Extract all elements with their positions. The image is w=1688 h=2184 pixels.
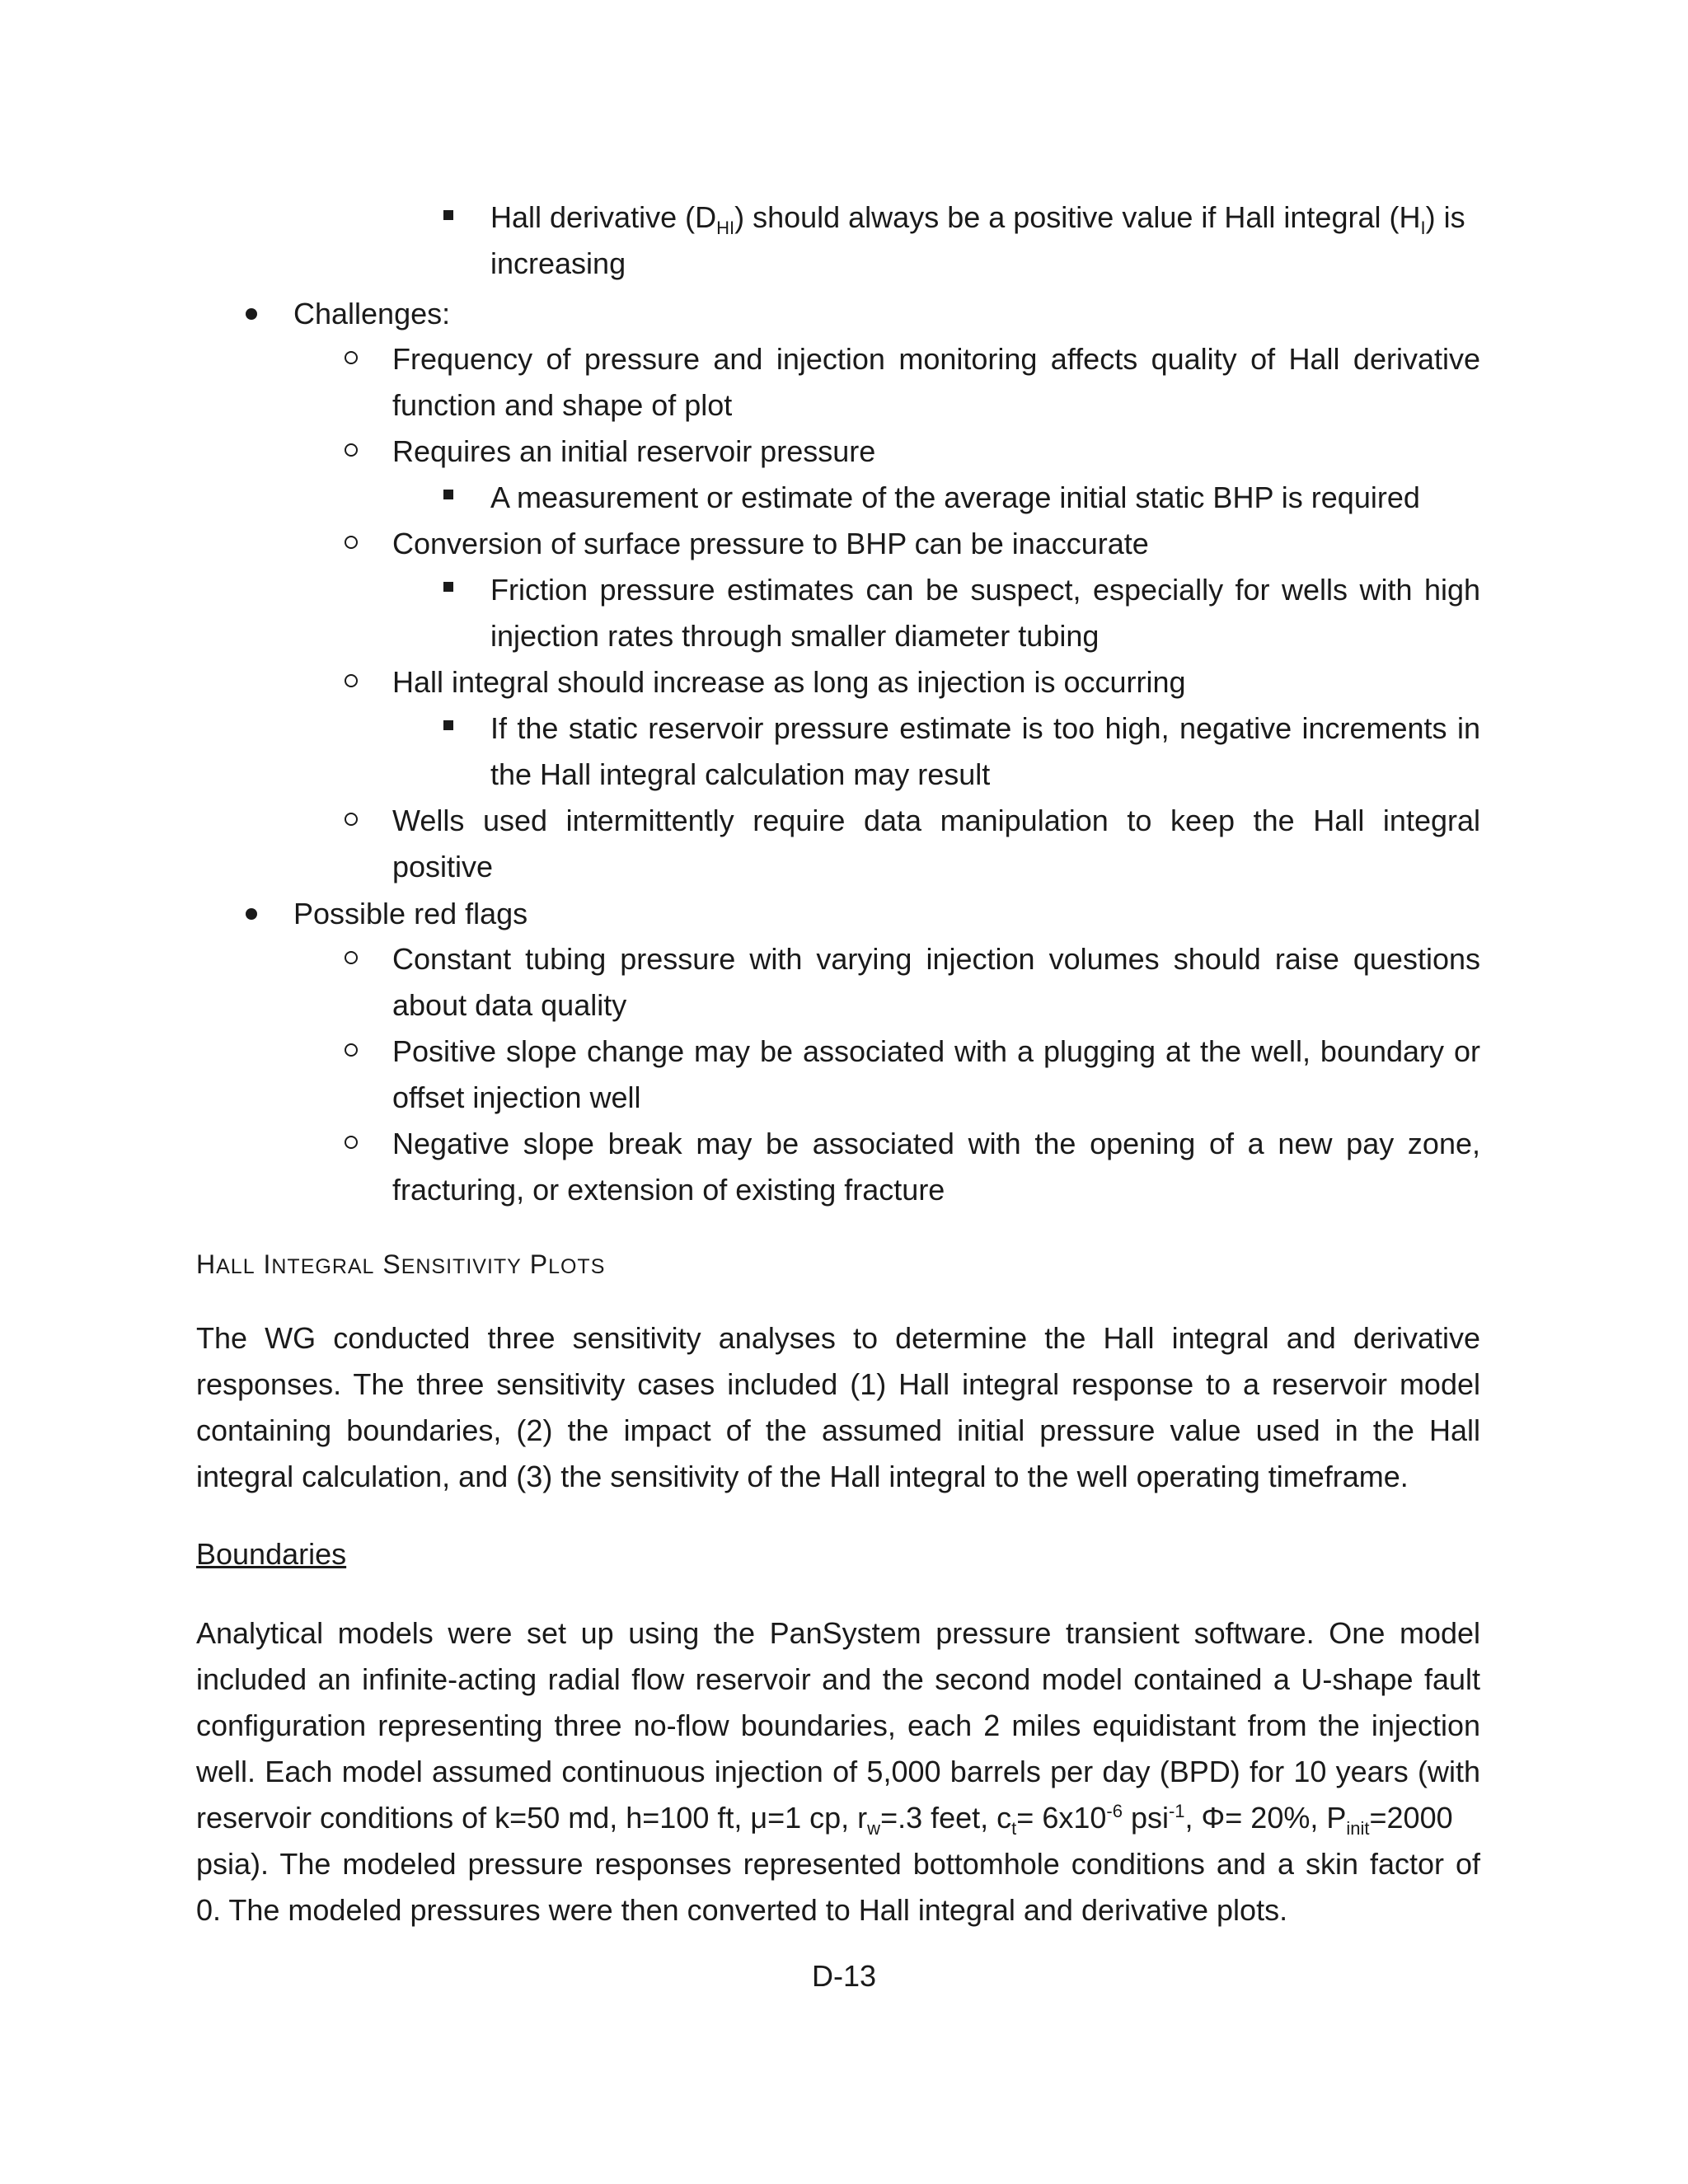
challenge-item-1-cont: function and shape of plot: [392, 388, 733, 422]
boundaries-paragraph-line: configuration representing three no-flow boundaries, each 2 miles equidistant from the injection: [196, 1708, 1480, 1742]
intro-paragraph-line: The WG conducted three sensitivity analyses to determine the Hall integral and derivative: [196, 1321, 1480, 1355]
challenge-item-5-cont: positive: [392, 850, 494, 883]
circle-bullet-icon: [345, 674, 358, 687]
circle-bullet-icon: [345, 1043, 358, 1057]
square-bullet-icon: [443, 210, 453, 220]
boundaries-paragraph-line: included an infinite-acting radial flow reservoir and the second model contained a U-shape fault: [196, 1662, 1480, 1696]
red-flag-item-2-cont: offset injection well: [392, 1080, 641, 1114]
boundaries-paragraph-line: Analytical models were set up using the PanSystem pressure transient software. One model: [196, 1616, 1480, 1650]
challenge-item-5: Wells used intermittently require data manipulation to keep the Hall integral: [392, 804, 1480, 837]
challenge-item-4: Hall integral should increase as long as injection is occurring: [392, 665, 1186, 699]
circle-bullet-icon: [345, 443, 358, 457]
bullet-dot-icon: [246, 908, 257, 920]
red-flag-item-1-cont: about data quality: [392, 988, 627, 1022]
circle-bullet-icon: [345, 1136, 358, 1149]
challenge-item-2: Requires an initial reservoir pressure: [392, 434, 876, 468]
circle-bullet-icon: [345, 351, 358, 364]
intro-paragraph-line: responses. The three sensitivity cases included (1) Hall integral response to a reservoir model: [196, 1367, 1480, 1401]
square-bullet-icon: [443, 720, 453, 730]
bullet-red-flags: Possible red flags: [293, 897, 528, 930]
challenge-item-1: Frequency of pressure and injection monitoring affects quality of Hall derivative: [392, 342, 1480, 376]
intro-paragraph-line: containing boundaries, (2) the impact of the assumed initial pressure value used in the Hall: [196, 1413, 1480, 1447]
red-flag-item-3-cont: fracturing, or extension of existing fracture: [392, 1173, 945, 1207]
intro-paragraph-line: integral calculation, and (3) the sensitivity of the Hall integral to the well operating timeframe.: [196, 1460, 1409, 1493]
boundaries-paragraph-line: reservoir conditions of k=50 md, h=100 ft, μ=1 cp, $r_w=.3$ feet, $c_t= 6x10^{-6}$ psi$^{-1}$, Φ= 20%, $P_{init}=2000$: [196, 1801, 1453, 1840]
red-flag-item-1: Constant tubing pressure with varying injection volumes should raise questions: [392, 942, 1480, 976]
red-flag-item-3: Negative slope break may be associated with the opening of a new pay zone,: [392, 1127, 1480, 1160]
challenge-item-3-sub: Friction pressure estimates can be suspect, especially for wells with high: [490, 573, 1480, 607]
red-flag-item-2: Positive slope change may be associated with a plugging at the well, boundary or: [392, 1034, 1480, 1068]
challenge-item-3-sub-cont: injection rates through smaller diameter tubing: [490, 619, 1100, 653]
section-heading: HALL INTEGRAL SENSITIVITY PLOTS: [196, 1249, 606, 1279]
challenge-item-4-sub: If the static reservoir pressure estimate is too high, negative increments in: [490, 711, 1480, 745]
circle-bullet-icon: [345, 951, 358, 964]
page-number: D-13: [811, 1959, 877, 1993]
bullet-challenges: Challenges:: [293, 297, 451, 330]
bullet-dot-icon: [246, 308, 257, 320]
subheading-boundaries: Boundaries: [196, 1537, 347, 1571]
square-bullet-icon: [443, 582, 453, 592]
challenge-item-2-sub: A measurement or estimate of the average initial static BHP is required: [490, 480, 1420, 514]
boundaries-paragraph-line: psia). The modeled pressure responses represented bottomhole conditions and a skin factor of: [196, 1847, 1480, 1881]
sub-bullet-line: increasing: [490, 246, 626, 280]
boundaries-paragraph-line: well. Each model assumed continuous injection of 5,000 barrels per day (BPD) for 10 years (with: [196, 1755, 1480, 1788]
circle-bullet-icon: [345, 536, 358, 549]
sub-bullet-hall-derivative: Hall derivative $(D_{HI})$ should always be a positive value if Hall integral $(H_I)$ is: [490, 200, 1465, 239]
square-bullet-icon: [443, 490, 453, 499]
circle-bullet-icon: [345, 813, 358, 826]
boundaries-paragraph-line: 0. The modeled pressures were then converted to Hall integral and derivative plots.: [196, 1893, 1288, 1927]
challenge-item-3: Conversion of surface pressure to BHP can be inaccurate: [392, 527, 1149, 560]
challenge-item-4-sub-cont: the Hall integral calculation may result: [490, 757, 991, 791]
